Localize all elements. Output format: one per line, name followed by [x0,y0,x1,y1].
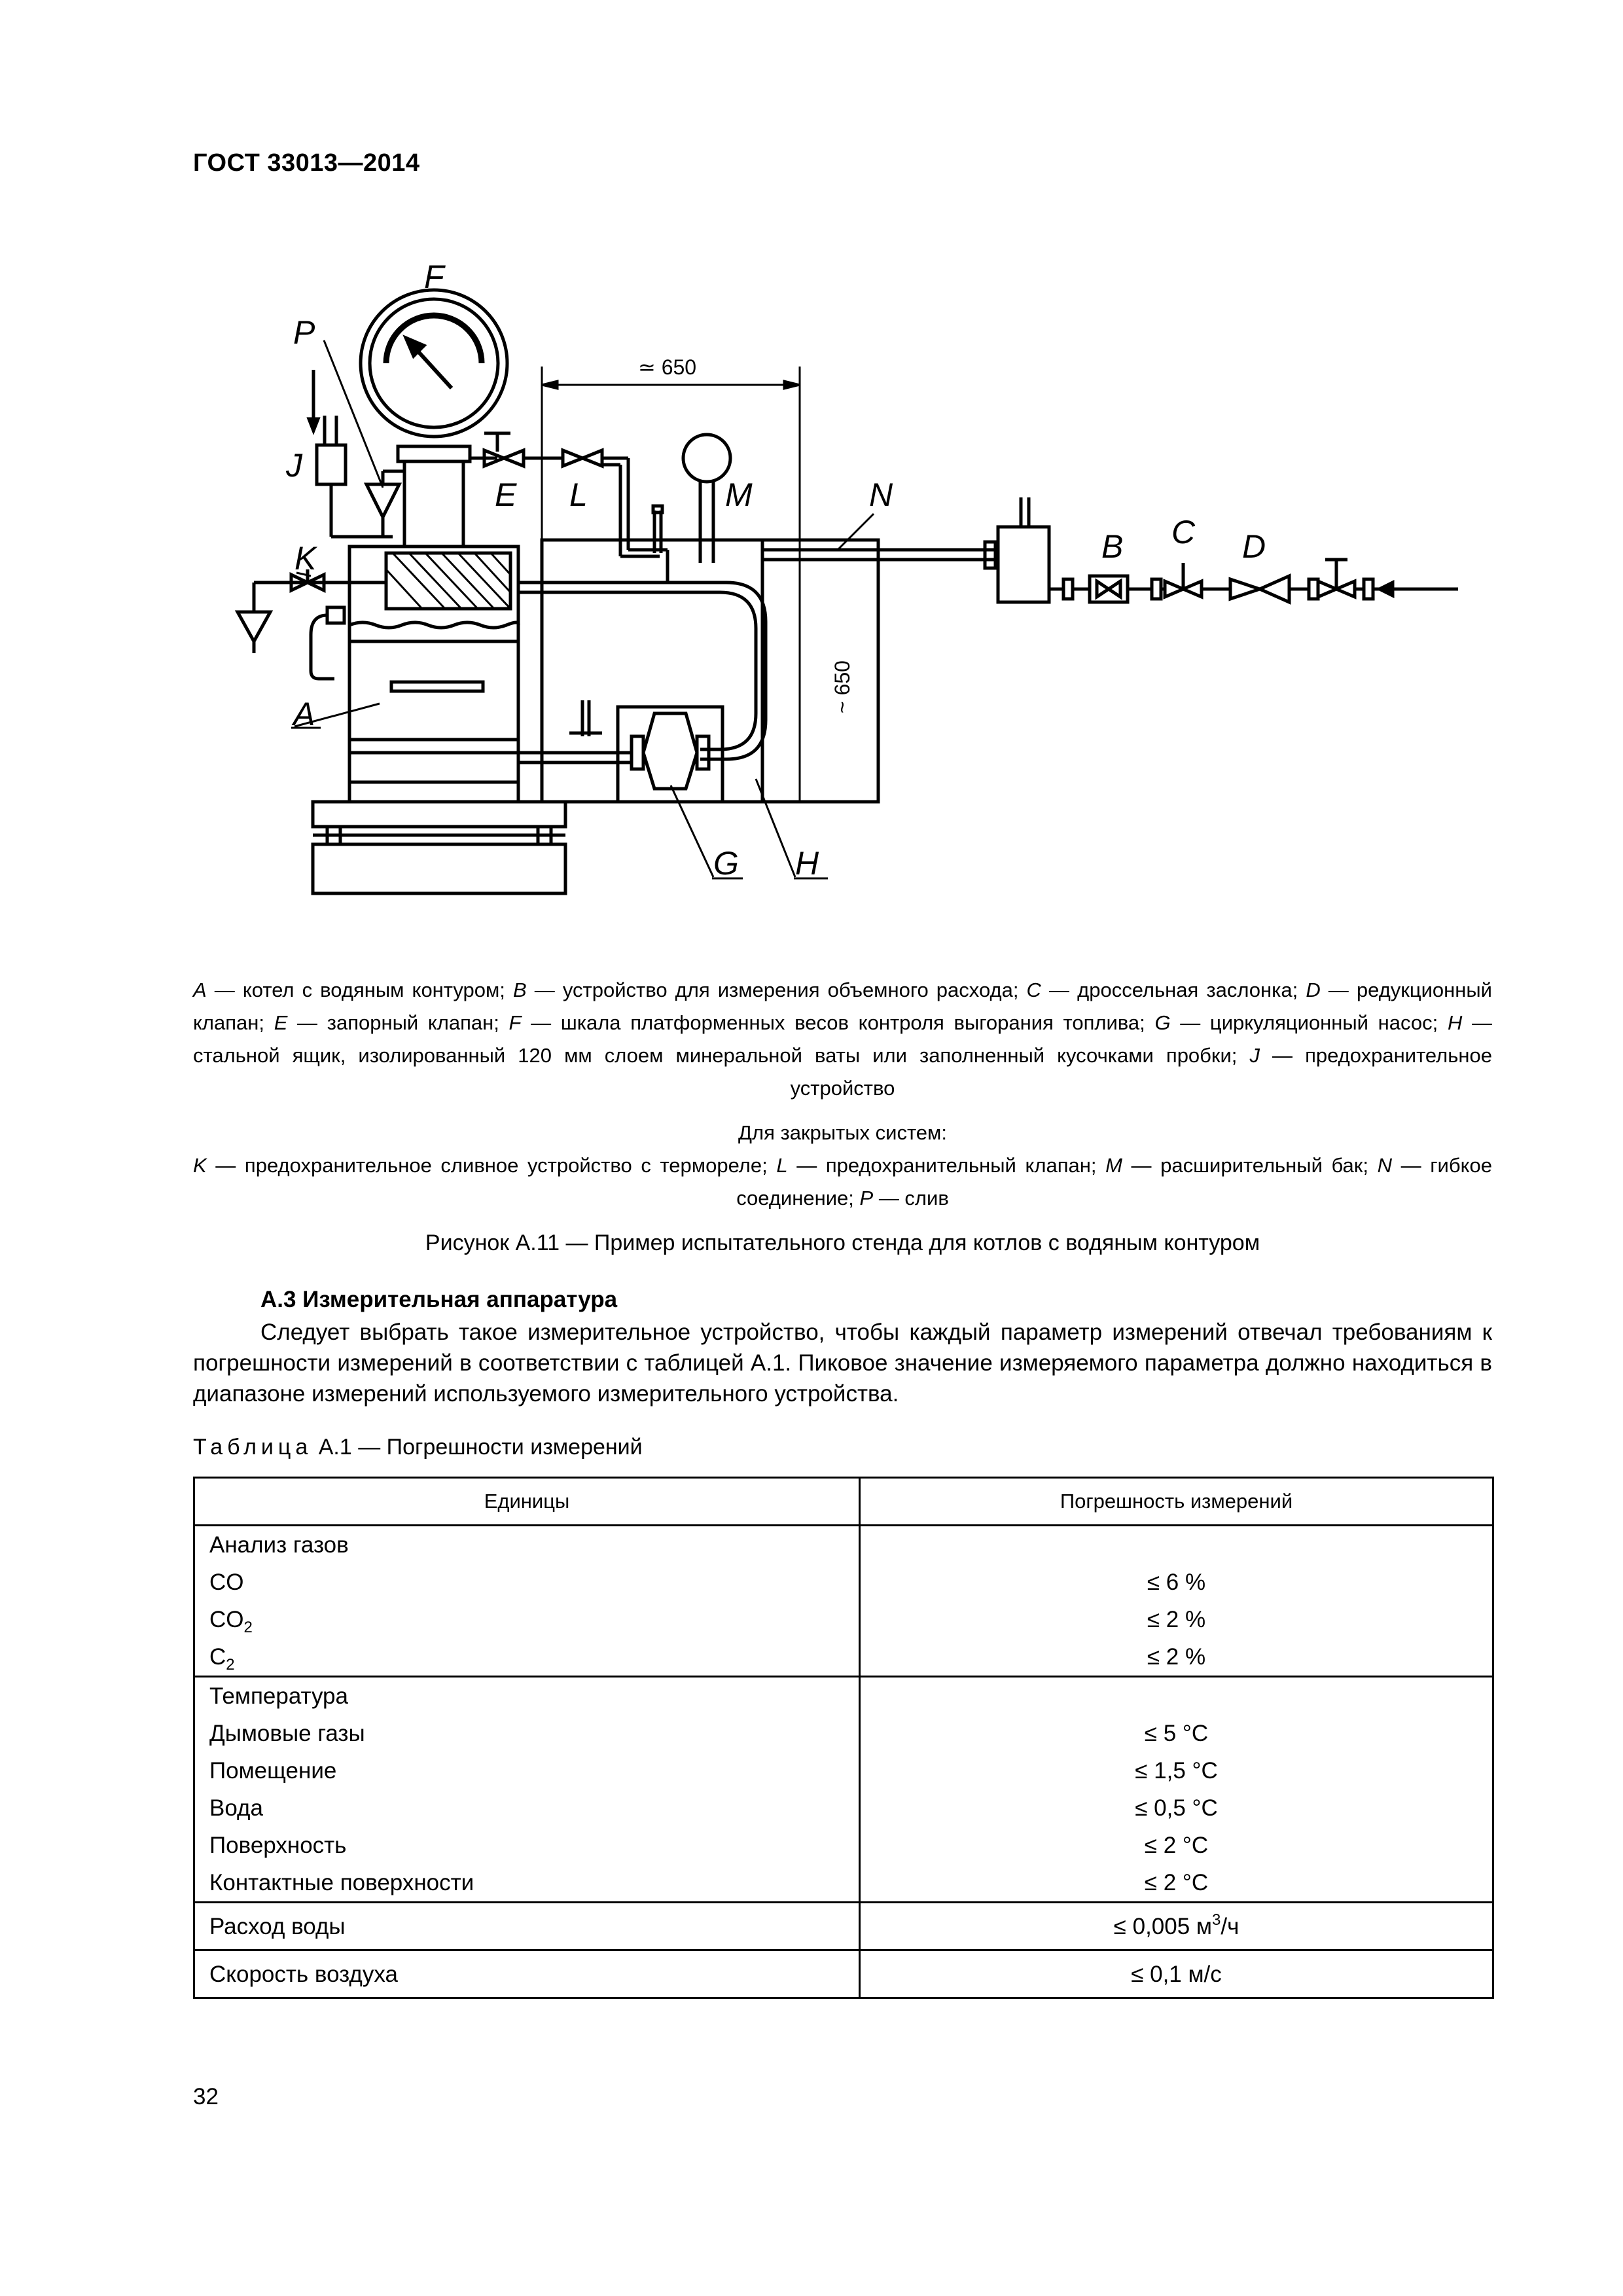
label-d: D [1242,528,1266,565]
temperature-row-name: Вода [209,1795,263,1821]
water-flow-value: ≤ 0,005 $м^3/ч$ [1113,1911,1240,1939]
main-text-b: — устройство для измерения объемного расхода; [526,978,1027,1001]
label-n: N [869,476,893,513]
flow-meter-housing [998,527,1049,602]
water-flow-name: Расход воды [209,1914,346,1939]
dimension-horizontal: ≃ 650 [638,355,697,379]
label-j: J [286,447,302,484]
air-speed-name: Скорость воздуха [209,1962,398,1987]
temperature-row-value: ≤ 0,5 °С [1135,1795,1218,1821]
closed-text-n: — гибкое соединение; [736,1154,1493,1210]
temperature-row-value: ≤ 2 °С [1144,1833,1209,1858]
gas-c2: $C_2$ [209,1644,235,1674]
figure-legend [193,974,1492,1105]
safety-device-j [317,445,346,484]
closed-key-p: P [859,1187,874,1210]
section-heading: А.3 Измерительная аппаратура [260,1287,618,1312]
label-m: M [725,476,753,513]
label-a: A [293,696,315,732]
temperature-row-name: Поверхность [209,1833,347,1858]
closed-key-l: L [776,1154,788,1177]
body-paragraph: Следует выбрать такое измерительное устройство, чтобы каждый параметр измерений отвечал требованиям к погрешности измерений в соответствии с таблицей А.1. Пиковое значение измеряемого параметра должно находиться в диапазоне измерений используемого измерительного устройства. [193,1319,1492,1407]
closed-text-l: — предохранительный клапан; [787,1154,1106,1177]
page-number: 32 [193,2084,219,2109]
gas-c2-value: ≤ 2 % [1147,1644,1206,1670]
label-l: L [569,476,588,513]
main-text-f: — шкала платформенных весов контроля выгорания топлива; [521,1011,1155,1034]
main-text-a: — котел с водяным контуром; [206,978,513,1001]
closed-key-k: K [193,1154,207,1177]
boiler-body [349,547,518,802]
measurement-errors-table [193,1477,1494,1999]
boiler-door-slot [391,682,483,691]
label-b: B [1101,528,1124,565]
reducing-valve-d [1230,579,1260,599]
table-row-temperature [194,1677,1493,1903]
table-row-air-speed [194,1950,1493,1998]
closed-key-m: M [1105,1154,1122,1177]
gas-co: CO [209,1570,244,1595]
closed-key-n: N [1377,1154,1392,1177]
label-e: E [495,476,517,513]
gas-co2-value: ≤ 2 % [1147,1607,1206,1632]
main-key-a: A [193,978,207,1001]
main-text-j: — предохранительное устройство [790,1044,1492,1100]
table-caption: Таблица А.1 — Погрешности измерений [193,1435,643,1460]
closed-text-k: — предохранительное сливное устройство с термореле; [206,1154,777,1177]
main-text-e: — запорный клапан; [287,1011,509,1034]
gas-analysis-title: Анализ газов [209,1532,349,1558]
scale-column [404,461,463,547]
label-k: K [294,540,317,577]
main-text-g: — циркуляционный насос; [1170,1011,1448,1034]
main-key-j: J [1249,1044,1260,1067]
table-row-gases [194,1526,1493,1677]
dimension-vertical: ~ 650 [830,660,854,713]
scale-base [313,844,565,893]
closed-systems-title: Для закрытых систем: [738,1121,947,1144]
temperature-row-name: Помещение [209,1758,337,1784]
closed-text-m: — расширительный бак; [1122,1154,1378,1177]
temperature-title: Температура [209,1683,348,1709]
main-key-d: D [1306,978,1321,1001]
main-key-f: F [508,1011,522,1034]
label-f: F [424,259,444,295]
table-row-water-flow [194,1903,1493,1950]
temperature-row-value: ≤ 1,5 °С [1135,1758,1218,1784]
scale-dial-outer [361,290,507,437]
main-key-e: E [274,1011,288,1034]
header-units: Единицы [194,1478,860,1526]
main-key-b: B [513,978,527,1001]
header-error: Погрешность измерений [860,1478,1493,1526]
label-h: H [795,845,819,882]
table-header-row [194,1478,1493,1526]
drain-funnel-p [366,484,399,517]
air-speed-value: ≤ 0,1 м/с [1131,1962,1222,1987]
closed-text-p: — слив [873,1187,949,1210]
document-header: ГОСТ 33013—2014 [193,149,420,177]
temperature-row-name: Контактные поверхности [209,1870,474,1895]
temperature-row-value: ≤ 5 °С [1144,1721,1209,1746]
circulation-pump-g [643,713,697,789]
label-p: P [293,314,315,351]
main-text-h: — стальной ящик, изолированный 120 мм слоем минеральной ваты или заполненный кусочками пробки; [193,1011,1493,1067]
label-c: C [1171,514,1196,550]
expansion-tank-m [683,435,730,482]
gas-co2: $CO_2$ [209,1607,253,1636]
test-stand-diagram [0,0,1623,929]
label-g: G [713,845,739,882]
main-text-d: — редукционный клапан; [193,978,1493,1034]
gas-co-value: ≤ 6 % [1147,1570,1206,1595]
drain-funnel-k [238,612,270,641]
temperature-row-name: Дымовые газы [209,1721,365,1746]
main-key-c: C [1026,978,1041,1001]
figure-caption: Рисунок А.11 — Пример испытательного стенда для котлов с водяным контуром [425,1230,1260,1255]
temperature-row-value: ≤ 2 °С [1144,1870,1209,1895]
main-key-g: G [1154,1011,1171,1034]
figure-legend-closed [193,1149,1492,1215]
main-text-c: — дроссельная заслонка; [1041,978,1306,1001]
scale-top-plate [313,802,565,827]
main-key-h: H [1447,1011,1463,1034]
